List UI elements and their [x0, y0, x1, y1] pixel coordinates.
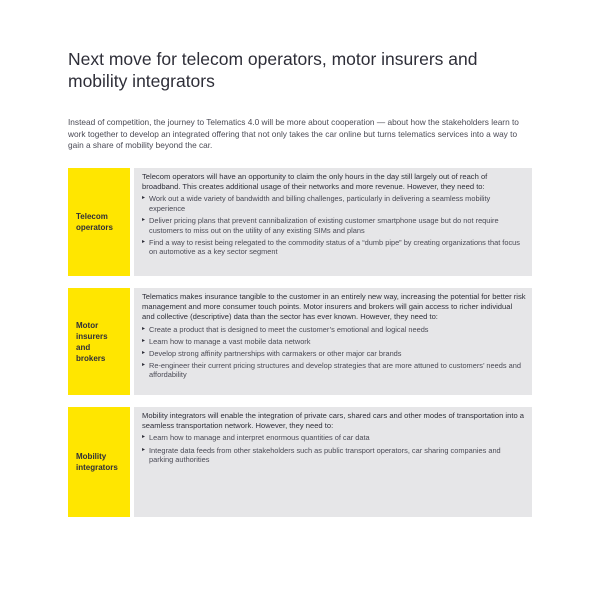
- section-lead: Telematics makes insurance tangible to the customer in an entirely new way, increasing the potential for better risk management and more consumer touch points. Motor insurers and brokers will gain access to richer individual and collective (descriptive) data than the sector has ever known. However, they need to:: [142, 292, 526, 322]
- section-content: [134, 407, 532, 517]
- bullet-item: ▸ Integrate data feeds from other stakeholders such as public transport operators, car sharing companies and parking authorities: [142, 446, 526, 465]
- page-title: Next move for telecom operators, motor insurers and mobility integrators: [68, 49, 478, 91]
- section-label: Motor insurers and brokers: [76, 320, 108, 363]
- intro-paragraph: Instead of competition, the journey to Telematics 4.0 will be more about cooperation — about how the stakeholders learn to work together to develop an integrated offering that not only takes the car online but turns telematics services into a way to gain a share of mobility beyond the car.: [68, 117, 519, 150]
- section-label-box: [68, 168, 130, 276]
- bullet-item: ▸ Learn how to manage and interpret enormous quantities of car data: [142, 433, 526, 443]
- section-motor-insurers: [68, 288, 532, 395]
- section-telecom-operators: [68, 168, 532, 276]
- bullet-item: ▸ Work out a wide variety of bandwidth and billing challenges, particularly in delivering a seamless mobility experience: [142, 194, 526, 213]
- bullet-item: ▸ Create a product that is designed to meet the customer’s emotional and logical needs: [142, 325, 526, 335]
- bullet-item: ▸ Re-engineer their current pricing structures and develop strategies that are more attuned to customers’ needs and affordability: [142, 361, 526, 380]
- section-content: [134, 288, 532, 395]
- bullet-list: [142, 325, 526, 380]
- section-label-box: [68, 407, 130, 517]
- section-lead: Mobility integrators will enable the integration of private cars, shared cars and other modes of transportation into a seamless transportation network. However, they need to:: [142, 411, 525, 431]
- bullet-list: [142, 433, 526, 464]
- section-content: [134, 168, 532, 276]
- bullet-item: ▸ Develop strong affinity partnerships with carmakers or other major car brands: [142, 349, 526, 359]
- bullet-item: ▸ Deliver pricing plans that prevent cannibalization of existing customer smartphone usage but do not require customers to miss out on the utility of any existing SIMs and plans: [142, 216, 526, 235]
- section-label-box: [68, 288, 130, 395]
- section-label: Mobility integrators: [76, 452, 118, 472]
- bullet-item: ▸ Learn how to manage a vast mobile data network: [142, 337, 526, 347]
- section-mobility-integrators: [68, 407, 532, 517]
- section-label: Telecom operators: [76, 212, 113, 232]
- bullet-list: [142, 194, 526, 257]
- bullet-item: ▸ Find a way to resist being relegated to the commodity status of a “dumb pipe” by creating organizations that focus on automotive as a key sector segment: [142, 238, 526, 257]
- section-lead: Telecom operators will have an opportunity to claim the only hours in the day still largely out of reach of broadband. This creates additional usage of their networks and more revenue. However, they need to:: [142, 172, 488, 192]
